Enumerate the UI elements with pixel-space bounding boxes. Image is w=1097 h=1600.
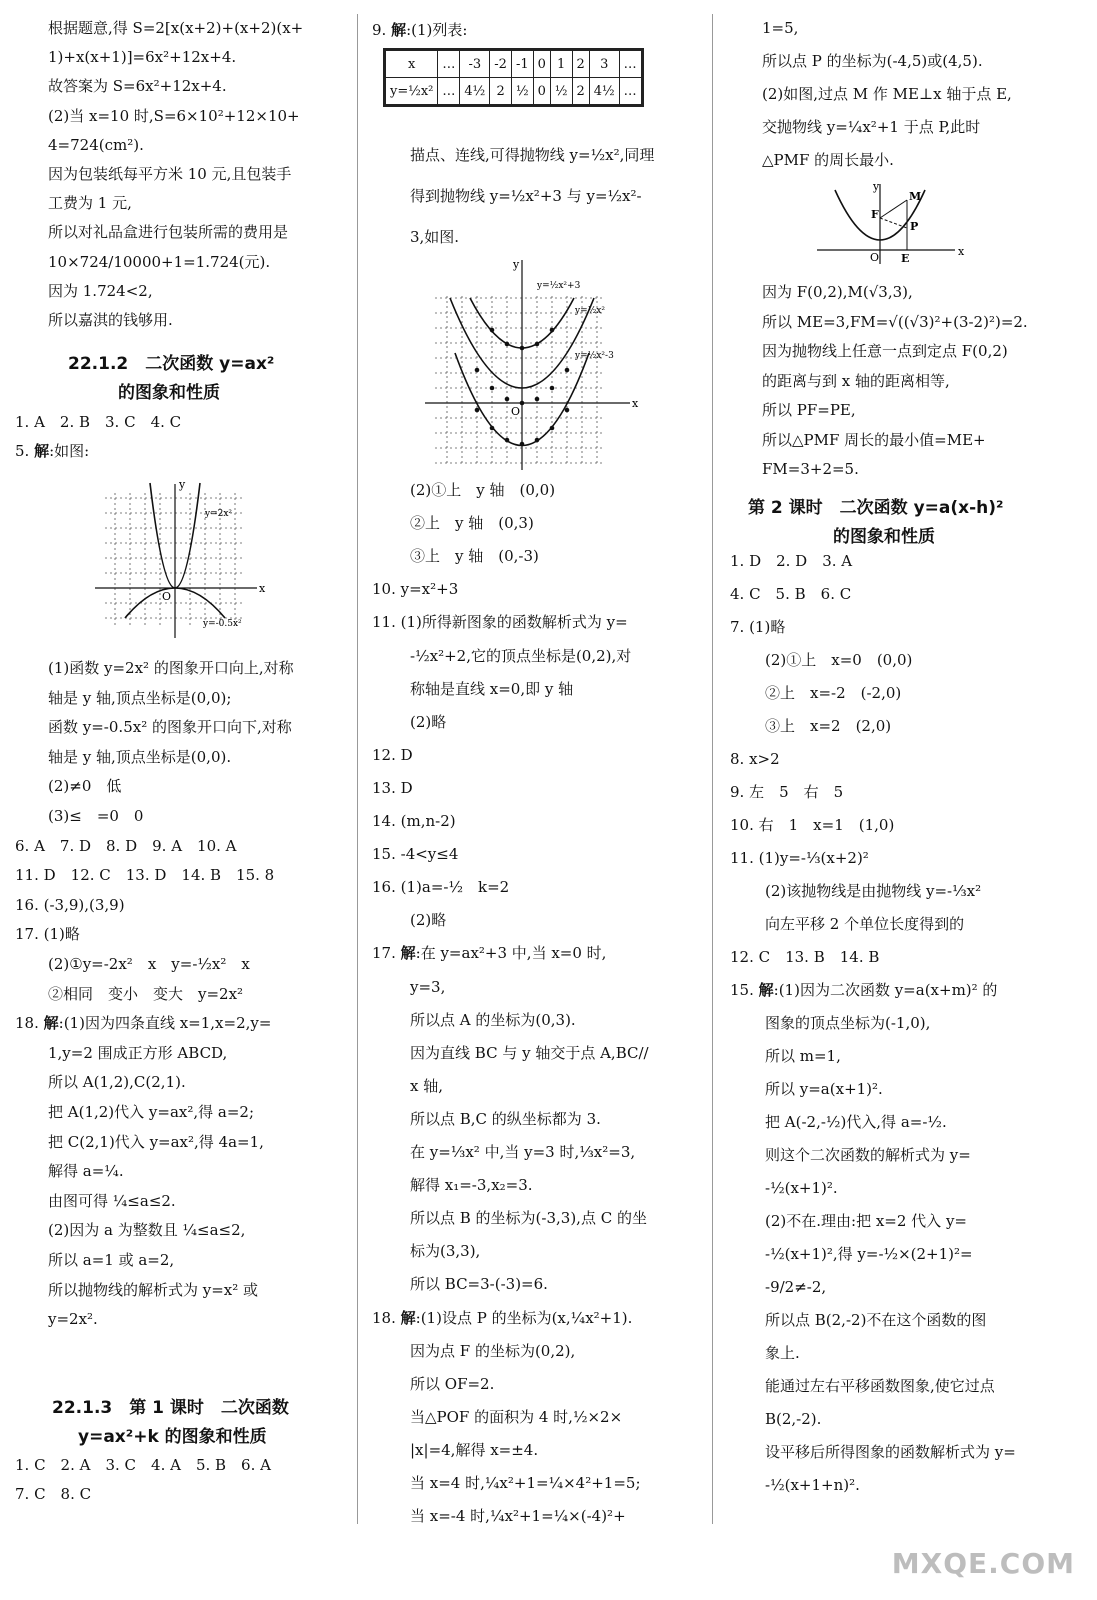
table-cell: 4½ [460, 78, 490, 105]
text-line: 所以点 B 的坐标为(-3,3),点 C 的坐 [410, 1209, 647, 1228]
text-line: 1,y=2 围成正方形 ABCD, [48, 1043, 228, 1062]
text-line: |x|=4,解得 x=±4. [410, 1440, 539, 1459]
text-line: 由图可得 ¼≤a≤2. [48, 1191, 176, 1210]
text-line: △PMF 的周长最小. [762, 151, 894, 169]
text-line: x 轴, [410, 1076, 443, 1095]
point-label: M [909, 190, 922, 203]
section-heading-sub: 的图象和性质 [833, 527, 935, 547]
curve-label: y=½x²-3 [575, 351, 614, 361]
text-line: 18. 解:(1)设点 P 的坐标为(x,¼x²+1). [372, 1308, 633, 1327]
table-cell: -2 [490, 51, 512, 78]
figure-q18-graph [815, 180, 965, 265]
text-line: 当△POF 的面积为 4 时,½×2× [410, 1407, 623, 1426]
text-line: (2)略 [410, 712, 447, 731]
text-line: 7. C 8. C [15, 1485, 92, 1503]
text-line: 7. (1)略 [730, 618, 786, 636]
text-line: 工费为 1 元, [48, 194, 132, 213]
text-line: 4=724(cm²). [48, 135, 144, 154]
text-line: ③上 y 轴 (0,-3) [410, 547, 539, 566]
text-line: 3,如图. [410, 228, 460, 246]
text-line: ②上 x=-2 (-2,0) [765, 684, 902, 702]
text-line: 所以△PMF 周长的最小值=ME+ [762, 430, 986, 449]
text-line: 1)+x(x+1)]=6x²+12x+4. [48, 48, 237, 67]
text-line: (1)函数 y=2x² 的图象开口向上,对称 [48, 659, 294, 677]
table-cell: 0 [533, 78, 550, 105]
text-line: 1. D 2. D 3. A [730, 552, 853, 570]
origin-label: O [511, 405, 521, 418]
x-axis-label: x [259, 582, 266, 595]
text-line: ②上 y 轴 (0,3) [410, 514, 534, 533]
text-line: 向左平移 2 个单位长度得到的 [765, 915, 965, 933]
text-line: 8. x>2 [730, 750, 780, 768]
text-line: 1=5, [762, 19, 799, 37]
text-line: 所以抛物线的解析式为 y=x² 或 [48, 1280, 259, 1299]
text-line: 解得 a=¼. [48, 1162, 124, 1181]
text-line: 设平移后所得图象的函数解析式为 y= [765, 1443, 1016, 1461]
table-cell: … [438, 78, 460, 105]
text-line: (2)不在.理由:把 x=2 代入 y= [765, 1212, 967, 1230]
text-line: 11. (1)所得新图象的函数解析式为 y= [372, 613, 628, 632]
table-cell: 4½ [589, 78, 619, 105]
table-row [386, 51, 642, 78]
text-line: (2)略 [410, 911, 447, 930]
column-divider [357, 14, 358, 1524]
section-heading: 第 2 课时 二次函数 y=a(x-h)² [748, 498, 1004, 518]
section-heading: 22.1.2 二次函数 y=ax² [68, 354, 275, 374]
section-heading-sub: y=ax²+k 的图象和性质 [78, 1427, 267, 1447]
text-line: 16. (1)a=-½ k=2 [372, 878, 510, 897]
text-line: 所以 A(1,2),C(2,1). [48, 1073, 186, 1092]
curve-label: y=½x²+3 [537, 281, 581, 291]
text-line: 把 C(2,1)代入 y=ax²,得 4a=1, [48, 1132, 264, 1151]
text-line: 9. 左 5 右 5 [730, 783, 844, 801]
text-line: 15. 解:(1)因为二次函数 y=a(x+m)² 的 [730, 981, 998, 999]
point-label: P [910, 220, 919, 233]
figure-q5-graph [95, 478, 275, 638]
text-line: 4. C 5. B 6. C [730, 585, 852, 603]
text-line: (2)当 x=10 时,S=6×10²+12×10+ [48, 106, 300, 125]
table-cell: 3 [589, 51, 619, 78]
origin-label: O [870, 251, 880, 264]
text-line: (2)①y=-2x² x y=-½x² x [48, 955, 250, 973]
text-line: 标为(3,3), [410, 1242, 481, 1261]
text-line: 17. (1)略 [15, 925, 80, 944]
text-line: 所以 m=1, [765, 1047, 841, 1065]
text-line: -½(x+1)². [765, 1179, 838, 1197]
text-line: (3)≤ =0 0 [48, 807, 144, 825]
text-line: 所以 y=a(x+1)². [765, 1080, 883, 1098]
text-line: 所以对礼品盒进行包装所需的费用是 [48, 223, 289, 242]
y-axis-label: y [513, 258, 520, 271]
text-line: 10×724/10000+1=1.724(元). [48, 252, 271, 271]
text-line: 故答案为 S=6x²+12x+4. [48, 77, 227, 96]
table-cell: 2 [572, 51, 589, 78]
text-line: 图象的顶点坐标为(-1,0), [765, 1014, 931, 1032]
table-row [386, 78, 642, 105]
text-line: 16. (-3,9),(3,9) [15, 895, 125, 914]
curve-label: y=-0.5x² [203, 619, 242, 629]
text-line: (2)因为 a 为整数且 ¼≤a≤2, [48, 1221, 246, 1240]
y-axis-label: y [179, 478, 186, 491]
table-cell: x [386, 51, 438, 78]
text-line: 5. 解:如图: [15, 442, 90, 460]
text-line: 解得 x₁=-3,x₂=3. [410, 1176, 533, 1195]
text-line: 所以 BC=3-(-3)=6. [410, 1275, 548, 1294]
text-line: (2)①上 y 轴 (0,0) [410, 481, 556, 499]
text-line: 因为 1.724<2, [48, 281, 153, 300]
text-line: 因为点 F 的坐标为(0,2), [410, 1341, 576, 1360]
text-line: 函数 y=-0.5x² 的图象开口向下,对称 [48, 718, 292, 737]
text-line: y=2x². [48, 1310, 98, 1329]
curve-label: y=2x² [205, 509, 233, 519]
table-cell: y=½x² [386, 78, 438, 105]
table-cell: 2 [490, 78, 512, 105]
text-line: 17. 解:在 y=ax²+3 中,当 x=0 时, [372, 944, 607, 963]
text-line: (2)≠0 低 [48, 777, 122, 796]
text-line: 因为 F(0,2),M(√3,3), [762, 283, 913, 301]
text-line: y=3, [410, 977, 446, 996]
text-line: 轴是 y 轴,顶点坐标是(0,0). [48, 747, 232, 766]
text-line: 描点、连线,可得抛物线 y=½x²,同理 [410, 146, 655, 164]
text-line: 所以点 B,C 的纵坐标都为 3. [410, 1109, 601, 1128]
text-line: 所以 OF=2. [410, 1374, 495, 1393]
text-line: 当 x=-4 时,¼x²+1=¼×(-4)²+ [410, 1507, 626, 1526]
text-line: -½(x+1+n)². [765, 1476, 860, 1494]
text-line: 11. (1)y=-⅓(x+2)² [730, 849, 869, 867]
text-line: 在 y=⅓x² 中,当 y=3 时,⅓x²=3, [410, 1143, 636, 1161]
text-line: (2)如图,过点 M 作 ME⊥x 轴于点 E, [762, 85, 1012, 103]
table-cell: 0 [533, 51, 550, 78]
table-cell: 2 [572, 78, 589, 105]
text-line: 18. 解:(1)因为四条直线 x=1,x=2,y= [15, 1014, 272, 1033]
value-table [385, 50, 642, 105]
text-line: -9/2≠-2, [765, 1278, 827, 1296]
section-heading: 22.1.3 第 1 课时 二次函数 [52, 1398, 289, 1418]
text-line: 所以点 B(2,-2)不在这个函数的图 [765, 1311, 987, 1329]
text-line: 能通过左右平移函数图象,使它过点 [765, 1377, 995, 1395]
text-line: 1. A 2. B 3. C 4. C [15, 413, 182, 431]
figure-q9-graph [425, 258, 640, 473]
text-line: -½x²+2,它的顶点坐标是(0,2),对 [410, 646, 632, 665]
text-line: 所以 PF=PE, [762, 401, 856, 419]
text-line: 10. y=x²+3 [372, 580, 459, 599]
text-line: 象上. [765, 1344, 800, 1362]
text-line: 得到抛物线 y=½x²+3 与 y=½x²- [410, 187, 642, 205]
text-line: 12. D [372, 745, 413, 764]
table-cell: … [619, 51, 641, 78]
text-line: -½(x+1)²,得 y=-½×(2+1)²= [765, 1245, 973, 1263]
table-cell: … [438, 51, 460, 78]
text-line: FM=3+2=5. [762, 460, 859, 478]
text-line: 12. C 13. B 14. B [730, 948, 880, 966]
table-cell: 1 [550, 51, 572, 78]
point-label: F [871, 208, 879, 221]
text-line: (2)①上 x=0 (0,0) [765, 651, 913, 669]
text-line: 交抛物线 y=¼x²+1 于点 P,此时 [762, 118, 981, 136]
text-line: 当 x=4 时,¼x²+1=¼×4²+1=5; [410, 1474, 641, 1492]
text-line: 14. (m,n-2) [372, 812, 456, 830]
text-line: 因为包装纸每平方米 10 元,且包装手 [48, 165, 292, 183]
table-cell: ½ [511, 78, 533, 105]
text-line: 因为直线 BC 与 y 轴交于点 A,BC// [410, 1043, 649, 1062]
text-line: (2)该抛物线是由抛物线 y=-⅓x² [765, 882, 982, 900]
watermark: MXQE.COM [891, 1547, 1075, 1580]
y-axis-label: y [873, 180, 880, 193]
table-cell: … [619, 78, 641, 105]
table-cell: -3 [460, 51, 490, 78]
text-line: 6. A 7. D 8. D 9. A 10. A [15, 836, 237, 855]
text-line: 所以嘉淇的钱够用. [48, 311, 173, 329]
text-line: 的距离与到 x 轴的距离相等, [762, 371, 950, 390]
text-line: 所以 a=1 或 a=2, [48, 1251, 175, 1269]
text-line: 则这个二次函数的解析式为 y= [765, 1146, 971, 1164]
text-line: 根据题意,得 S=2[x(x+2)+(x+2)(x+ [48, 19, 304, 37]
table-cell: ½ [550, 78, 572, 105]
text-line: 13. D [372, 778, 413, 797]
text-line: 所以点 A 的坐标为(0,3). [410, 1010, 576, 1029]
text-line: 把 A(1,2)代入 y=ax²,得 a=2; [48, 1103, 255, 1121]
text-line: 轴是 y 轴,顶点坐标是(0,0); [48, 688, 232, 707]
section-heading-sub: 的图象和性质 [118, 383, 220, 403]
text-line: B(2,-2). [765, 1410, 822, 1428]
text-line: ③上 x=2 (2,0) [765, 717, 892, 735]
text-line: 因为抛物线上任意一点到定点 F(0,2) [762, 342, 1008, 360]
text-line: 所以点 P 的坐标为(-4,5)或(4,5). [762, 52, 983, 70]
question-9: 9. 解:(1)列表: [372, 21, 468, 39]
text-line: 把 A(-2,-½)代入,得 a=-½. [765, 1113, 947, 1131]
text-line: 10. 右 1 x=1 (1,0) [730, 816, 895, 834]
text-line: 11. D 12. C 13. D 14. B 15. 8 [15, 866, 275, 885]
text-line: 所以 ME=3,FM=√((√3)²+(3-2)²)=2. [762, 312, 1028, 331]
x-axis-label: x [632, 397, 639, 410]
origin-label: O [162, 590, 172, 603]
text-line: 15. -4<y≤4 [372, 845, 459, 864]
text-line: 称轴是直线 x=0,即 y 轴 [410, 679, 574, 698]
point-label: E [901, 252, 910, 265]
table-cell: -1 [511, 51, 533, 78]
column-divider [712, 14, 713, 1524]
curve-label: y=½x² [575, 306, 606, 316]
x-axis-label: x [958, 245, 965, 258]
text-line: 1. C 2. A 3. C 4. A 5. B 6. A [15, 1456, 271, 1474]
text-line: ②相同 变小 变大 y=2x² [48, 984, 244, 1003]
